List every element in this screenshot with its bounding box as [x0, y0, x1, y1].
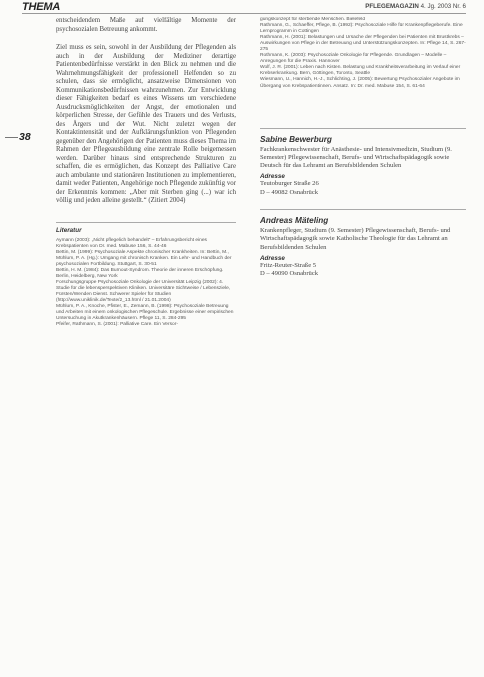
reference-item: Bettin, H. M. (1984): Das Burnout-Syndrom. Theorie der inneren Erschöpfung. Berlin, Heidelberg, New York: [56, 267, 224, 279]
reference-item: Wolf, J. R. (2001): Leben nach Kisten. Belastung und Krankheitsverarbeitung im Verlauf einer Krebserkrankung. Bern, Göttingen, Toronto, Seattle: [260, 65, 461, 77]
page-number-marker: [5, 137, 18, 138]
reference-item: Aymann (2003): „Nicht pflegelich behandelt“ – Erfahrungsbericht eines Krebspatienten von Dr. med. Mabuse 156, S. 44-46: [56, 237, 207, 249]
author-name: Sabine Bewerburg: [260, 134, 332, 144]
author-block: [260, 216, 466, 278]
author-divider: [260, 209, 466, 210]
reference-item: Mühlum, P. A., Knoche, Pfister, E., Zemann, B. (1998): Psychosoziale Betreuung und Arbeiten mit einem onkologischen Pflegeschule. Ergebnisse einer empirischen Untersuchung in Akutkrankenhäusern. Pflege 11, S. 284-295: [56, 304, 234, 322]
address-city: D – 49082 Osnabrück: [260, 188, 319, 196]
author-divider: [260, 128, 466, 129]
body-paragraph: Ziel muss es sein, sowohl in der Ausbildung der Pflegenden als auch in der Ausbildung der Mediziner derartige Patientenbedürfnisse verstärkt in den Blick zu nehmen und die Wahrnehmungsfähigkeit der professionell Helfenden so zu schulen, dass sie ermöglicht, ansatzweise Dimensionen von Kommunikationsbedürfnissen wahrzunehmen. Zur Entwicklung dieser Fähigkeiten bedarf es eines Wissens um verschiedene Ausdrucksmöglichkeiten der Angst, der emotionalen und körperlichen Stresse, der Gefühle des Trauers und des Verlusts, des Ärgers und der Wut. Nicht zuletzt wegen der Kontaktintensität und der Aufklärungsfunktion von Pflegenden gegenüber den Angehörigen der Patienten muss dieses Thema im Rahmen der Pflegeausbildung eine zentrale Rolle beigemessen werden. Darüber hinaus sind entsprechende Strukturen zu schaffen, die es ermöglichen, das Konzept des Palliative Care auch ambulante und stationären Institutionen zu implementieren, damit weder Patienten, Angehörige noch Pflegende zukünftig vor der Erkenntnis kommen: „Aber mit Sterben ging (...) war ich völlig und jeden alleine gestellt.“ (Zitiert 2004): [56, 44, 236, 204]
address-city: D – 49090 Osnabrück: [260, 270, 319, 278]
magazine-section-title: THEMA: [22, 1, 61, 13]
running-header: [365, 3, 466, 10]
body-paragraph: entscheidendem Maße auf vielfältige Momente der psychosozialen Betreuung ankommt.: [56, 17, 236, 33]
header-rule: [22, 13, 466, 14]
reference-item: Pfeifer, Rathmann, S. (2001): Palliative Care. Ein Versor-: [56, 322, 178, 328]
reference-item: Rothmann, K. (2003): Psychosoziale Onkologie für Pflegende. Grundlagen – Modelle – Anregungen für die Praxis. Hannover: [260, 53, 447, 65]
reference-item: Rathmann, H. (2001): Belastungen und Ursache der Pflegenden bei Patienten mit Brustkrebs – Auswirkungen von Pflege in der Betreuung und Unterstützungskonzepten. In: Pflege 14, S. 267-275: [260, 35, 466, 53]
reference-item: Forschungsgruppe Psychosoziale Onkologie der Universität Leipzig (2002): 4. Studie für die lebensperspektiven Kliniken. Universitäre Sichtweise / Lebensziele, Fürsten/Wenden Dienst. Schwerer Spieler für Studien (http://www.uniklinik.de/Texte/2_13.html / 21.01.2004): [56, 279, 231, 303]
author-bio: Fachkrankenschwester für Anästhesie- und Intensivmedizin, Studium (9. Semester) Pflegewissenschaft, Berufs- und Wirtschaftspädagogik sowie Deutsch für das Lehramt an Berufsbildenden Schulen: [260, 145, 452, 170]
reference-list: [56, 238, 236, 329]
magazine-name: PFLEGEMAGAZIN: [365, 3, 419, 10]
address-street: Fritz-Reuter-Straße 5: [260, 261, 317, 269]
author-name: Andreas Mäteling: [260, 216, 329, 226]
reference-list-continued: [260, 17, 466, 90]
section-divider: [56, 222, 236, 223]
author-block: [260, 135, 466, 197]
page-number: 38: [19, 131, 31, 143]
reference-item: Wiesmann, U., Hannich, H.-J., Schlichting, J. (2005): Bewertung Psychosozialer Angebote im Übergang von Krebspatientinnen. Ansatz. In: Dr. med. Mabuse 154, S. 61-64: [260, 77, 460, 89]
address-street: Teutoburger Straße 26: [260, 180, 319, 188]
reference-item: gungskonzept für sterbende Menschen. Bielefeld: [260, 17, 366, 22]
address-heading: Adresse: [260, 254, 285, 262]
author-bio: Krankenpfleger, Studium (9. Semester) Pflegewissenschaft, Berufs- und Wirtschaftspädagogik sowie Katholische Theologie für das Lehramt an Berufsbildenden Schulen: [260, 227, 451, 251]
left-column: [56, 17, 236, 328]
reference-item: Rathmann, G., Schaeffer, Pflege, B. (1992): Psychosoziale Hilfe für Krankenpflegeberufe. Eine Lernprogramm in Cottingen: [260, 23, 463, 35]
reference-item: Bettin, M. (1999): Psychosoziale Aspekte chronischer Krankheiten. In: Bettin, M., Mühlum, P. A. (Hg.): Umgang mit chronisch Kranken. Ein Lehr- und Handbuch der psychosozialen Fortbildung. Stuttgart, S. 30-51: [56, 249, 232, 267]
literature-heading: Literatur: [56, 226, 82, 234]
address-heading: Adresse: [260, 173, 285, 181]
right-column: [260, 17, 466, 279]
issue-info: 4. Jg. 2003 Nr. 6: [420, 3, 466, 10]
